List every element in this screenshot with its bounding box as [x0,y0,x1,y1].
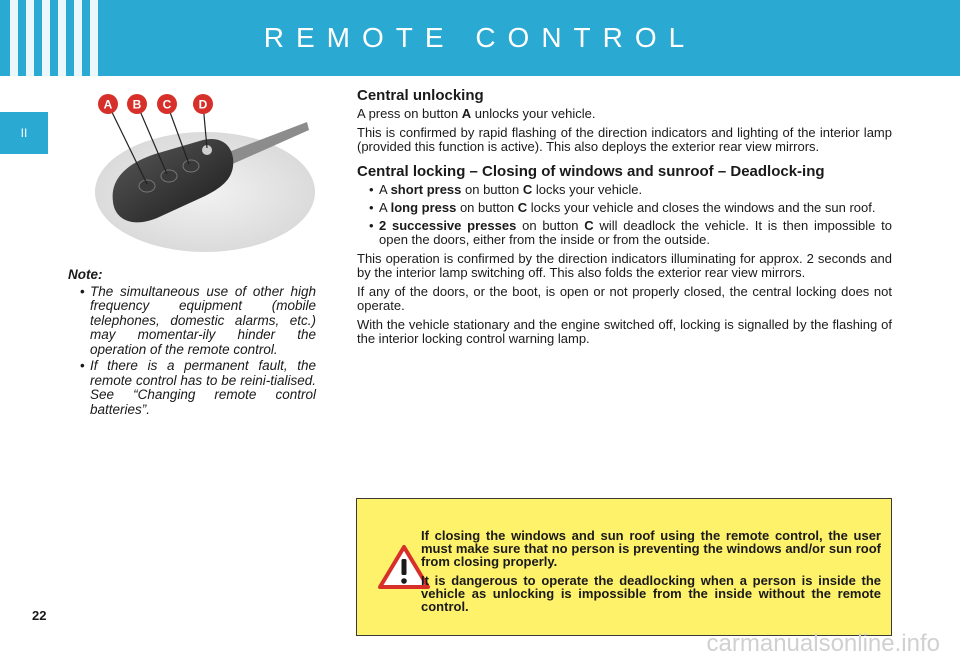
svg-text:D: D [198,97,208,112]
note-item: • The simultaneous use of other high frequency equipment (mobile telephones, domestic alarms, etc.) may momentar-ily hinder the operation of the remote control. [68,285,316,358]
button-label-d [193,94,213,114]
svg-text:A: A [103,97,113,112]
locking-list [357,183,892,247]
svg-text:C: C [162,97,172,112]
warning-text [421,529,881,619]
paragraph: A press on button A unlocks your vehicle. [357,106,596,121]
warning-box [356,498,892,636]
chapter-tab: II [0,112,48,154]
paragraph: This is confirmed by rapid flashing of the direction indicators and lighting of the interior lamp (provided this function is active). This also deploys the exterior rear view mirrors. [357,125,892,154]
button-label-b [127,94,147,114]
section-heading-central-locking: Central locking – Closing of windows and sunroof – Deadlock-ing [357,163,825,180]
button-label-a [98,94,118,114]
note-list [68,285,316,418]
paragraph: With the vehicle stationary and the engine switched off, locking is signalled by the flashing of the interior locking control warning lamp. [357,317,892,346]
button-ref: A [461,106,472,121]
list-item: • 2 successive presses on button C will deadlock the vehicle. It is then impossible to open the doors, either from the inside or from the outside. [357,219,892,247]
remote-control-image [95,92,320,252]
note-item: • If there is a permanent fault, the remote control has to be reini-tialised. See “Changing remote control batteries”. [68,359,316,417]
paragraph: This operation is confirmed by the direction indicators illuminating for approx. 2 seconds and by the interior lamp switching off. This also folds the exterior rear view mirrors. [357,251,892,280]
paragraph: If any of the doors, or the boot, is open or not properly closed, the central locking does not operate. [357,284,892,313]
note-box [68,268,316,417]
section-heading-central-unlocking: Central unlocking [357,87,484,104]
page-number: 22 [32,608,47,623]
main-content [357,88,892,351]
warning-paragraph: It is dangerous to operate the deadlocking when a person is inside the vehicle as unlocking is impossible from the inside without the remote control. [421,573,881,614]
header-band [0,0,960,76]
button-label-c [157,94,177,114]
page-title: REMOTE CONTROL [263,22,697,53]
list-item: • A short press on button C locks your vehicle. [357,183,892,197]
watermark: carmanualsonline.info [706,630,940,657]
warning-paragraph: If closing the windows and sun roof using the remote control, the user must make sure that no person is preventing the windows and/or sun roof from closing properly. [421,528,881,569]
note-title: Note: [68,267,103,282]
svg-text:B: B [132,97,142,112]
list-item: • A long press on button C locks your vehicle and closes the windows and the sun roof. [357,201,892,215]
